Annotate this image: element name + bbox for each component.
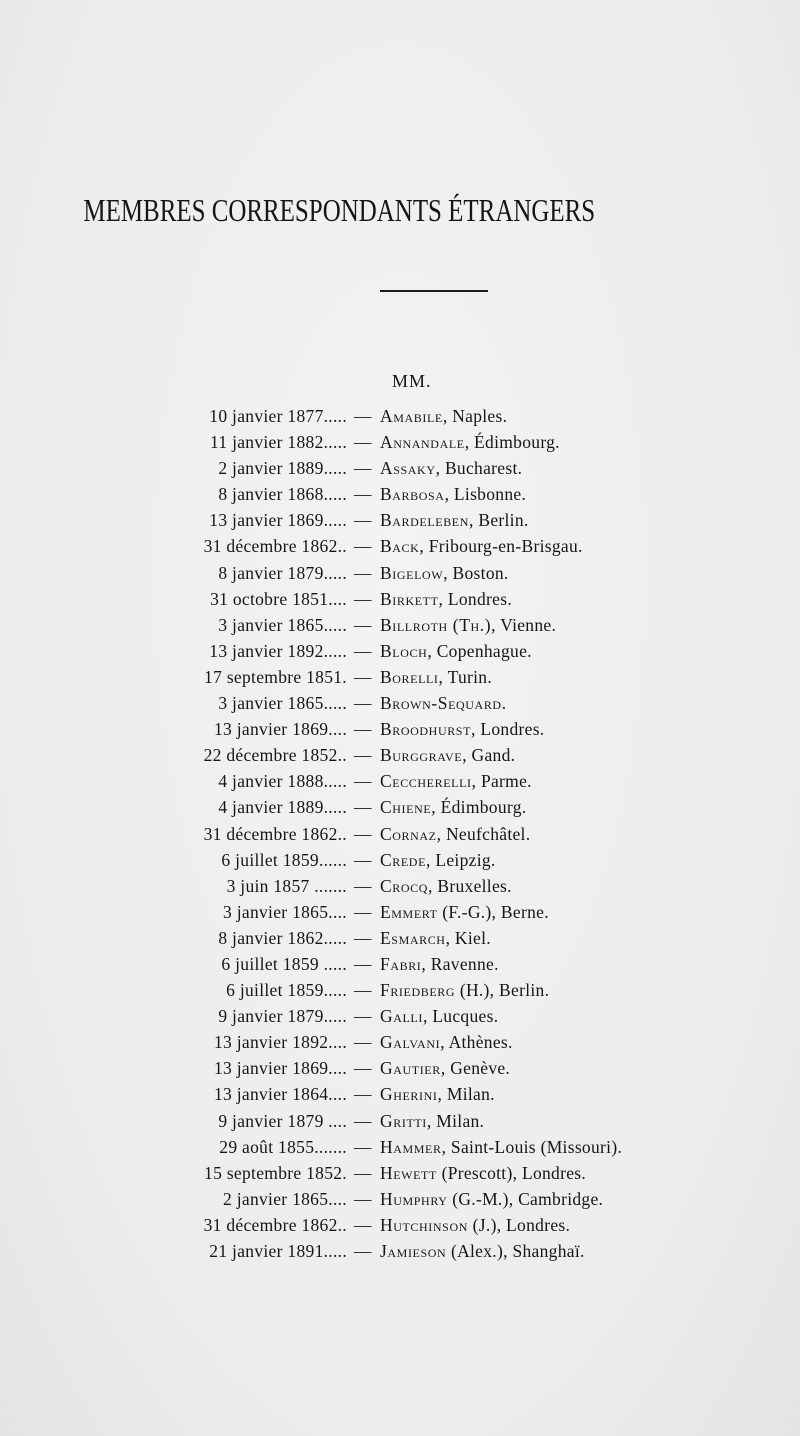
list-item: [0, 1212, 800, 1238]
member-location: , Leipzig.: [426, 849, 496, 870]
member-name: Billroth (Th.): [380, 614, 492, 635]
em-dash: —: [354, 432, 372, 453]
member-date: 13 janvier 1892....: [213, 1032, 347, 1053]
member-name: Fabri: [380, 953, 422, 974]
em-dash: —: [354, 953, 372, 974]
member-name: Friedberg: [380, 980, 456, 1001]
member-entry: [380, 1134, 622, 1160]
list-item: [0, 612, 800, 638]
member-date: 2 janvier 1865....: [223, 1188, 347, 1209]
list-item: [0, 1134, 800, 1160]
member-date: 3 janvier 1865....: [223, 901, 347, 922]
member-date: 6 juillet 1859......: [221, 849, 347, 870]
member-entry: [380, 768, 532, 794]
em-dash: —: [354, 1188, 372, 1209]
member-entry: [380, 507, 529, 533]
list-item: [0, 925, 800, 951]
member-date: 31 décembre 1862..: [203, 1214, 347, 1235]
em-dash: —: [354, 562, 372, 583]
em-dash: —: [354, 875, 372, 896]
member-name: Brown-Sequard: [380, 693, 502, 714]
em-dash: —: [354, 1136, 372, 1157]
member-name: Crede: [380, 849, 427, 870]
em-dash: —: [354, 510, 372, 531]
member-location: , Édimbourg.: [431, 797, 527, 818]
member-date: 13 janvier 1869....: [213, 719, 347, 740]
member-entry: [380, 873, 512, 899]
member-name: Esmarch: [380, 927, 446, 948]
em-dash: —: [354, 745, 372, 766]
member-date: 29 août 1855.......: [219, 1136, 347, 1157]
member-name: Burggrave: [380, 745, 463, 766]
list-item: [0, 429, 800, 455]
member-name: Back: [380, 536, 420, 557]
member-name: Hutchinson: [380, 1214, 468, 1235]
member-location: , Londres.: [438, 588, 513, 609]
list-item: [0, 716, 800, 742]
list-item: [0, 481, 800, 507]
member-entry: [380, 1029, 513, 1055]
list-item: [0, 951, 800, 977]
list-item: [0, 821, 800, 847]
list-item: [0, 899, 800, 925]
member-date: 10 janvier 1877.....: [209, 406, 347, 426]
member-location: , Édimbourg.: [464, 432, 560, 453]
member-date: 4 janvier 1889.....: [218, 797, 347, 818]
member-name: Humphry: [380, 1188, 448, 1209]
member-date: 6 juillet 1859 .....: [221, 953, 347, 974]
member-location: , Lucques.: [422, 1006, 499, 1027]
em-dash: —: [354, 458, 372, 479]
member-location: , Parme.: [471, 771, 532, 792]
em-dash: —: [354, 797, 372, 818]
member-name: Bardeleben: [380, 510, 469, 531]
member-entry: [380, 403, 507, 429]
member-location: , Bucharest.: [435, 458, 523, 479]
em-dash: —: [354, 614, 372, 635]
member-entry: [380, 742, 515, 768]
page-title: MEMBRES CORRESPONDANTS ÉTRANGERS: [83, 192, 596, 228]
em-dash: —: [354, 927, 372, 948]
member-name: Chiene: [380, 797, 432, 818]
list-item: [0, 690, 800, 716]
member-location: , Londres.: [471, 719, 545, 740]
member-name: Galli: [380, 1006, 423, 1027]
member-entry: [380, 690, 506, 716]
member-date: 4 janvier 1888.....: [218, 771, 347, 792]
member-entry: [380, 533, 583, 559]
em-dash: —: [354, 693, 372, 714]
em-dash: —: [354, 640, 372, 661]
member-date: 3 janvier 1865.....: [218, 614, 347, 635]
em-dash: —: [354, 719, 372, 740]
member-name: Annandale: [380, 432, 465, 453]
member-entry: [380, 899, 549, 925]
em-dash: —: [354, 1110, 372, 1131]
member-entry: [380, 1212, 570, 1238]
member-entry: [380, 1186, 603, 1212]
member-name: Crocq: [380, 875, 429, 896]
list-item: [0, 533, 800, 559]
member-location: (Prescott), Londres.: [436, 1162, 587, 1183]
em-dash: —: [354, 536, 372, 557]
member-entry: [380, 586, 512, 612]
member-date: 8 janvier 1862.....: [218, 927, 347, 948]
list-item: [0, 586, 800, 612]
em-dash: —: [354, 1162, 372, 1183]
member-date: 9 janvier 1879.....: [218, 1006, 347, 1027]
member-name: Borelli: [380, 666, 439, 687]
member-date: 15 septembre 1852.: [204, 1162, 347, 1183]
member-location: , Turin.: [438, 666, 493, 687]
member-entry: [380, 1081, 495, 1107]
em-dash: —: [354, 901, 372, 922]
member-date: 13 janvier 1864....: [213, 1084, 347, 1105]
member-location: , Athènes.: [440, 1032, 513, 1053]
member-entry: [380, 1160, 586, 1186]
member-location: , Lisbonne.: [444, 484, 527, 505]
member-entry: [380, 847, 496, 873]
em-dash: —: [354, 771, 372, 792]
member-date: 11 janvier 1882.....: [209, 432, 347, 453]
member-name: Amabile: [380, 406, 443, 426]
em-dash: —: [354, 980, 372, 1001]
em-dash: —: [354, 666, 372, 687]
list-item: [0, 873, 800, 899]
member-entry: [380, 1238, 585, 1264]
em-dash: —: [354, 1084, 372, 1105]
member-name: Broodhurst: [380, 719, 472, 740]
member-entry: [380, 638, 532, 664]
member-location: (H.), Berlin.: [455, 980, 550, 1001]
list-item: [0, 1238, 800, 1264]
member-name: Hammer: [380, 1136, 442, 1157]
list-item: [0, 977, 800, 1003]
member-name: Hewett: [380, 1162, 437, 1183]
member-list: [0, 403, 800, 1264]
member-entry: [380, 612, 556, 638]
em-dash: —: [354, 1058, 372, 1079]
member-date: 31 décembre 1862..: [203, 536, 347, 557]
em-dash: —: [354, 588, 372, 609]
em-dash: —: [354, 484, 372, 505]
member-location: , Bruxelles.: [428, 875, 512, 896]
member-location: (Alex.), Shanghaï.: [446, 1241, 585, 1261]
list-item: [0, 768, 800, 794]
list-item: [0, 1108, 800, 1134]
member-name: Bigelow: [380, 562, 444, 583]
member-location: , Naples.: [442, 406, 508, 426]
list-item: [0, 664, 800, 690]
member-name: Gritti: [380, 1110, 427, 1131]
member-entry: [380, 1055, 510, 1081]
list-item: [0, 507, 800, 533]
member-date: 8 janvier 1879.....: [218, 562, 347, 583]
list-item: [0, 560, 800, 586]
member-location: (J.), Londres.: [467, 1214, 571, 1235]
member-date: 22 décembre 1852..: [203, 745, 347, 766]
member-entry: [380, 455, 522, 481]
list-item: [0, 1160, 800, 1186]
em-dash: —: [354, 1006, 372, 1027]
member-name: Bloch: [380, 640, 428, 661]
member-entry: [380, 977, 549, 1003]
member-name: Jamieson: [380, 1241, 447, 1261]
list-item: [0, 1055, 800, 1081]
member-location: , Ravenne.: [421, 953, 499, 974]
member-entry: [380, 716, 545, 742]
list-item: [0, 847, 800, 873]
member-entry: [380, 1003, 498, 1029]
member-location: , Saint-Louis (Missouri).: [441, 1136, 623, 1157]
member-date: 13 janvier 1892.....: [209, 640, 347, 661]
list-item: [0, 1003, 800, 1029]
member-location: , Genève.: [440, 1058, 511, 1079]
member-date: 3 juin 1857 .......: [226, 875, 347, 896]
member-date: 13 janvier 1869.....: [209, 510, 347, 531]
list-item: [0, 638, 800, 664]
member-location: , Boston.: [443, 562, 509, 583]
member-date: 31 octobre 1851....: [210, 588, 347, 609]
member-entry: [380, 951, 499, 977]
em-dash: —: [354, 823, 372, 844]
member-name: Birkett: [380, 588, 439, 609]
member-name: Assaky: [380, 458, 436, 479]
list-item: [0, 742, 800, 768]
member-date: 9 janvier 1879 ....: [218, 1110, 347, 1131]
list-item: [0, 1029, 800, 1055]
member-entry: [380, 429, 560, 455]
member-date: 2 janvier 1889.....: [218, 458, 347, 479]
list-item: [0, 403, 800, 429]
member-location: , Neufchâtel.: [436, 823, 531, 844]
member-location: , Vienne.: [491, 614, 557, 635]
em-dash: —: [354, 1032, 372, 1053]
list-heading: MM.: [392, 371, 432, 391]
member-location: .: [501, 693, 507, 714]
member-location: (G.-M.), Cambridge.: [447, 1188, 604, 1209]
member-location: , Copenhague.: [427, 640, 532, 661]
member-entry: [380, 925, 491, 951]
member-location: , Milan.: [426, 1110, 485, 1131]
member-entry: [380, 794, 526, 820]
member-location: , Milan.: [437, 1084, 495, 1105]
member-name: Galvani: [380, 1032, 441, 1053]
member-entry: [380, 821, 530, 847]
list-item: [0, 1186, 800, 1212]
member-date: 6 juillet 1859.....: [226, 980, 347, 1001]
member-date: 13 janvier 1869....: [213, 1058, 347, 1079]
em-dash: —: [354, 1214, 372, 1235]
member-location: (F.-G.), Berne.: [437, 901, 549, 922]
member-name: Barbosa: [380, 484, 445, 505]
title-rule: [380, 290, 488, 292]
member-location: , Kiel.: [445, 927, 491, 948]
member-name: Ceccherelli: [380, 771, 472, 792]
member-name: Gherini: [380, 1084, 438, 1105]
member-date: 31 décembre 1862..: [203, 823, 347, 844]
member-location: , Fribourg-en-Brisgau.: [419, 536, 583, 557]
em-dash: —: [354, 849, 372, 870]
list-item: [0, 1081, 800, 1107]
member-date: 8 janvier 1868.....: [218, 484, 347, 505]
member-entry: [380, 481, 526, 507]
member-date: 3 janvier 1865.....: [218, 693, 347, 714]
member-name: Gautier: [380, 1058, 441, 1079]
member-entry: [380, 664, 492, 690]
member-entry: [380, 560, 509, 586]
member-date: 17 septembre 1851.: [204, 666, 347, 687]
member-entry: [380, 1108, 484, 1134]
em-dash: —: [354, 1241, 372, 1261]
em-dash: —: [354, 406, 372, 426]
member-location: , Berlin.: [469, 510, 529, 531]
member-location: , Gand.: [462, 745, 516, 766]
member-name: Emmert: [380, 901, 438, 922]
member-date: 21 janvier 1891.....: [209, 1241, 347, 1261]
list-item: [0, 794, 800, 820]
member-name: Cornaz: [380, 823, 437, 844]
list-item: [0, 455, 800, 481]
